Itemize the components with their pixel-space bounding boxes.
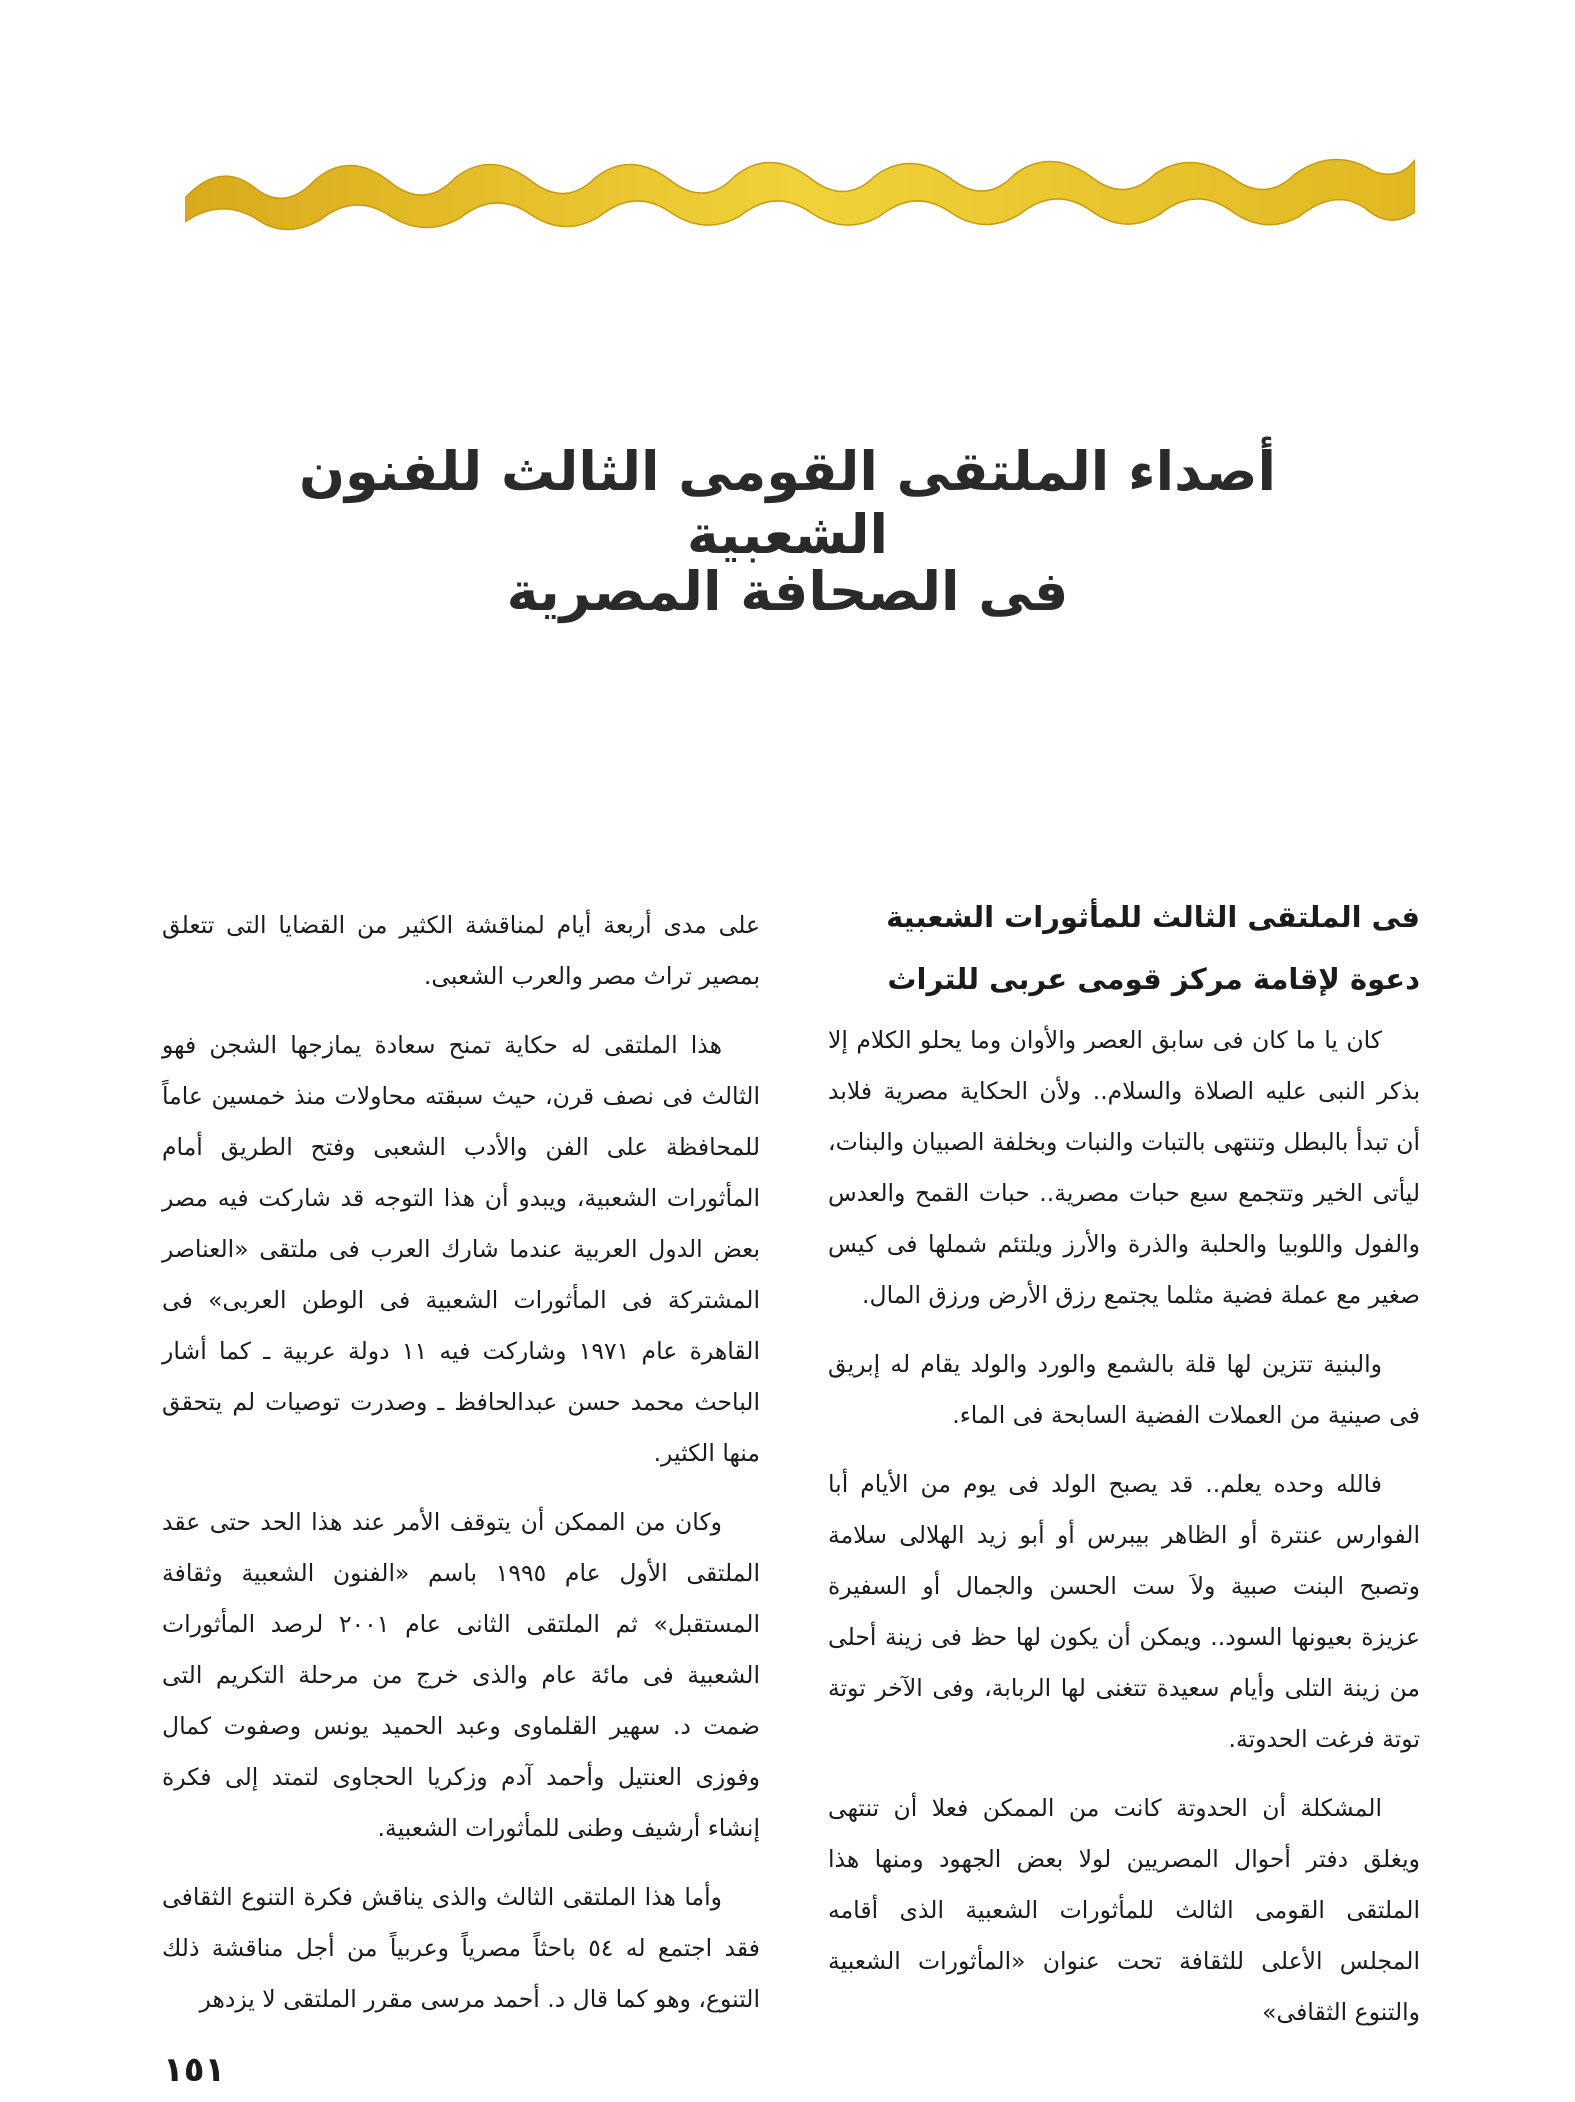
- paragraph: هذا الملتقى له حكاية تمنح سعادة يمازجها الشجن فهو الثالث فى نصف قرن، حيث سبقته محاولات منذ خمسين عاماً للمحافظة على الفن والأدب الشعبى وفتح الطريق أمام المأثورات الشعبية، ويبدو أن هذا التوجه قد شاركت فيه مصر بعض الدول العربية عندما شارك العرب فى ملتقى «العناصر المشتركة فى المأثورات الشعبية فى الوطن العربى» فى القاهرة عام ١٩٧١ وشاركت فيه ١١ دولة عربية ـ كما أشار الباحث محمد حسن عبدالحافظ ـ وصدرت توصيات لم يتحقق منها الكثير.: [162, 1031, 760, 1467]
- paragraph: على مدى أربعة أيام لمناقشة الكثير من القضايا التى تتعلق بمصير تراث مصر والعرب الشعبى.: [162, 911, 760, 990]
- paragraph: كان يا ما كان فى سابق العصر والأوان وما يحلو الكلام إلا بذكر النبى عليه الصلاة والسلام.. ولأن الحكاية مصرية فلابد أن تبدأ بالبطل وتنتهى بالتبات والنبات وبخلفة الصبيان والبنات، ليأتى الخير وتتجمع سبع حبات مصرية.. حبات القمح والعدس والفول واللوبيا والحلبة والذرة والأرز ويلتئم شملها فى كيس صغير مع عملة فضية مثلما يجتمع رزق الأرض ورزق المال.: [828, 1026, 1420, 1309]
- paragraph: وأما هذا الملتقى الثالث والذى يناقش فكرة التنوع الثقافى فقد اجتمع له ٥٤ باحثاً مصرياً وعربياً من أجل مناقشة ذلك التنوع، وهو كما قال د. أحمد مرسى مقرر الملتقى لا يزدهر: [162, 1883, 760, 2013]
- left-column-body: [162, 900, 760, 2043]
- decorative-wave-banner: [185, 150, 1415, 230]
- paragraph: المشكلة أن الحدوتة كانت من الممكن فعلا أن تنتهى ويغلق دفتر أحوال المصريين لولا بعض الجهود ومنها هذا الملتقى القومى الثالث للمأثورات الشعبية الذى أقامه المجلس الأعلى للثقافة تحت عنوان «المأثورات الشعبية والتنوع الثقافى»: [828, 1794, 1420, 2026]
- page-number: ١٥١: [163, 2050, 226, 2090]
- paragraph: والبنية تتزين لها قلة بالشمع والورد والولد يقام له إبريق فى صينية من العملات الفضية السابحة فى الماء.: [828, 1350, 1420, 1429]
- right-column-body: [828, 1015, 1420, 2056]
- right-column-subheading-2: دعوة لإقامة مركز قومى عربى للتراث: [887, 962, 1420, 996]
- paragraph: وكان من الممكن أن يتوقف الأمر عند هذا الحد حتى عقد الملتقى الأول عام ١٩٩٥ باسم «الفنون الشعبية وثقافة المستقبل» ثم الملتقى الثانى عام ٢٠٠١ لرصد المأثورات الشعبية فى مائة عام والذى خرج من مرحلة التكريم التى ضمت د. سهير القلماوى وعبد الحميد يونس وصفوت كمال وفوزى العنتيل وأحمد آدم وزكريا الحجاوى لتمتد إلى فكرة إنشاء أرشيف وطنى للمأثورات الشعبية.: [162, 1508, 761, 1842]
- right-column-subheading-1: فى الملتقى الثالث للمأثورات الشعبية: [886, 900, 1420, 934]
- paragraph: فالله وحده يعلم.. قد يصبح الولد فى يوم من الأيام أبا الفوارس عنترة أو الظاهر بيبرس أو أبو زيد الهلالى سلامة وتصبح البنت صبية ولاَ ست الحسن والجمال أو السفيرة عزيزة بعيونها السود.. ويمكن أن يكون لها حظ فى زينة أحلى من زينة التلى وأيام سعيدة تتغنى لها الربابة، وفى الآخر توتة توتة فرغت الحدوتة.: [828, 1470, 1420, 1753]
- article-title-line-1: أصداء الملتقى القومى الثالث للفنون الشعبية: [298, 440, 1277, 566]
- article-title-line-2: فى الصحافة المصرية: [506, 560, 1069, 623]
